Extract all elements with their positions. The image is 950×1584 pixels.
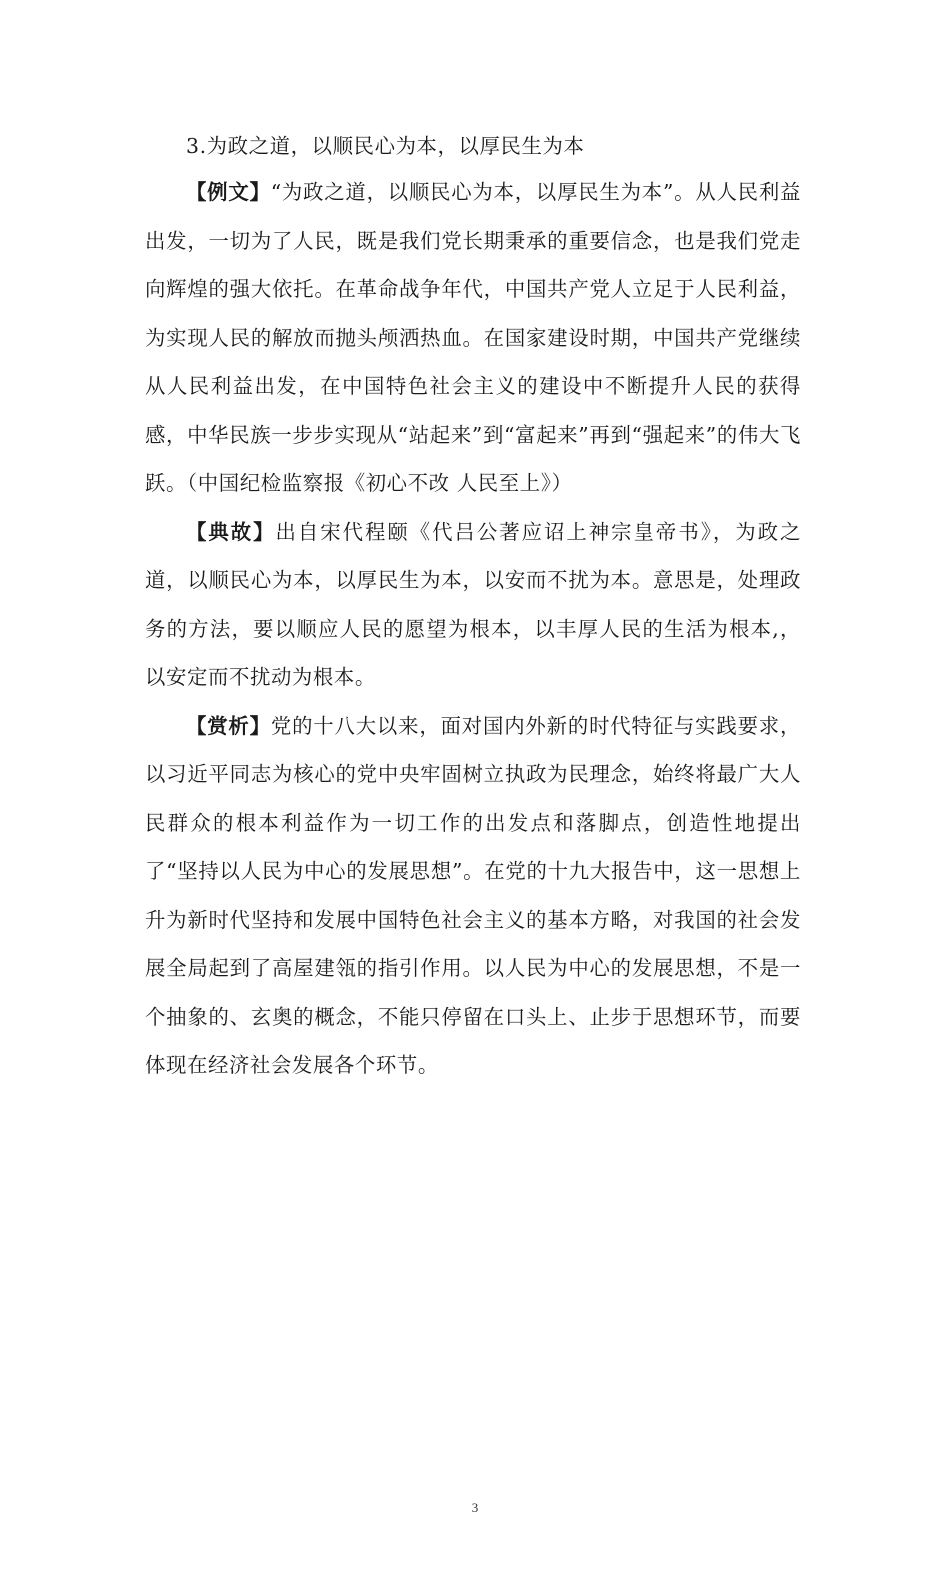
appreciation-paragraph <box>145 702 801 1090</box>
example-label: 【例文】 <box>186 180 271 204</box>
example-text: “为政之道，以顺民心为本，以厚民生为本”。从人民利益出发，一切为了人民，既是我们党长期秉承的重要信念，也是我们党走向辉煌的强大依托。在革命战争年代，中国共产党人立足于人民利益，为实现人民的解放而抛头颅洒热血。在国家建设时期，中国共产党继续从人民利益出发，在中国特色社会主义的建设中不断提升人民的获得感，中华民族一步步实现从“站起来”到“富起来”再到“强起来”的伟大飞跃。（中国纪检监察报《初心不改 人民至上》） <box>145 180 801 495</box>
allusion-paragraph <box>145 508 801 702</box>
document-body <box>145 124 801 1090</box>
example-paragraph <box>145 168 801 508</box>
allusion-label: 【典故】 <box>186 519 276 544</box>
page-number: 3 <box>471 1500 479 1515</box>
section-heading: 3.为政之道，以顺民心为本，以厚民生为本 <box>186 134 585 158</box>
allusion-text: 出自宋代程颐《代吕公著应诏上神宗皇帝书》，为政之道，以顺民心为本，以厚民生为本，以安而不扰为本。意思是，处理政务的方法，要以顺应人民的愿望为根本，以丰厚人民的生活为根本,，以安定而不扰动为根本。 <box>145 519 801 689</box>
appreciation-text: 党的十八大以来，面对国内外新的时代特征与实践要求，以习近平同志为核心的党中央牢固树立执政为民理念，始终将最广大人民群众的根本利益作为一切工作的出发点和落脚点，创造性地提出了“坚持以人民为中心的发展思想”。在党的十九大报告中，这一思想上升为新时代坚持和发展中国特色社会主义的基本方略，对我国的社会发展全局起到了高屋建瓴的指引作用。以人民为中心的发展思想，不是一个抽象的、玄奥的概念，不能只停留在口头上、止步于思想环节，而要体现在经济社会发展各个环节。 <box>145 713 801 1077</box>
appreciation-label: 【赏析】 <box>186 713 271 738</box>
